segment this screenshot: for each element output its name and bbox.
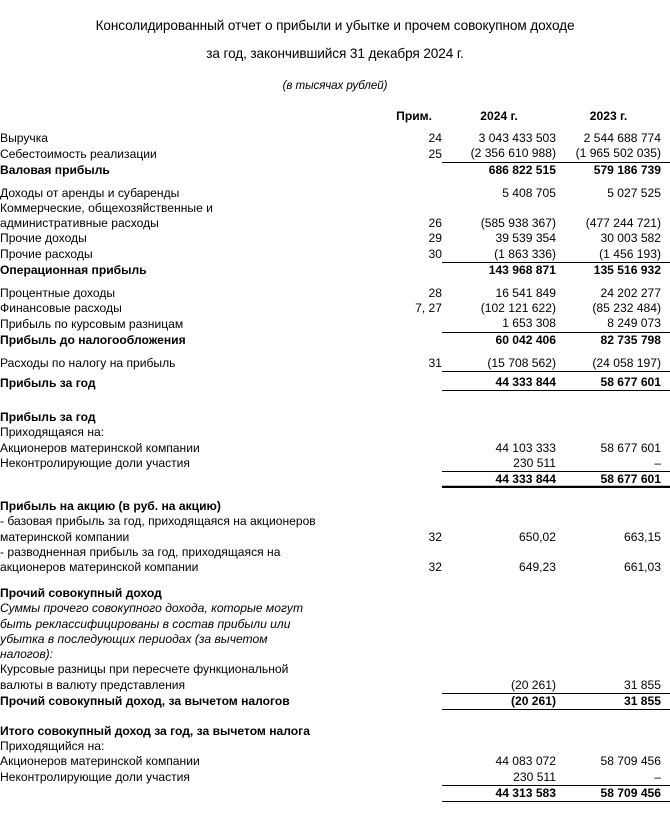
row-note-profit-for-year — [390, 375, 442, 391]
row-note-tci-total — [390, 785, 442, 801]
row-value-2023-profit-before-tax: 82 735 798 — [600, 332, 661, 347]
row-value-2023-interest-income: 24 202 277 — [600, 286, 661, 301]
row-value-2024-fx-translation-line1 — [442, 662, 556, 677]
row-label-rental-income: Доходы от аренды и субаренды — [0, 185, 180, 200]
table-row — [0, 770, 670, 786]
row-value-2023-operating-profit: 135 516 932 — [593, 262, 661, 277]
row-label-oci-note-line3: убытка в последующих периодах (за вычетом — [0, 631, 268, 646]
spacer — [0, 402, 670, 410]
table-row-total — [0, 472, 670, 488]
row-value-2023-eps-basic-line1 — [556, 514, 670, 529]
row-value-2024-sga-line1 — [442, 201, 556, 216]
row-value-2024-profit-before-tax: 60 042 406 — [495, 332, 556, 347]
row-value-2024-oci-note-line1 — [442, 601, 556, 616]
table-row — [0, 560, 670, 575]
row-label-profit-for-year: Прибыль за год — [0, 375, 96, 390]
row-note-profit-before-tax — [390, 332, 442, 348]
table-row — [0, 186, 670, 201]
spacer — [0, 178, 670, 186]
row-label-revenue: Выручка — [0, 131, 48, 146]
row-label-eps-diluted-line1: - разводненная прибыль за год, приходящаяся на — [0, 544, 281, 559]
row-label-finance-costs: Финансовые расходы — [0, 301, 122, 316]
row-note-sga-line1 — [390, 201, 442, 216]
row-value-2023-attr-parent: 58 677 601 — [600, 440, 661, 455]
spacer — [0, 391, 670, 403]
row-label-oci-note-line1: Суммы прочего совокупного дохода, которые могут — [0, 601, 304, 616]
income-statement-table — [0, 109, 670, 802]
table-row — [0, 678, 670, 694]
row-value-2023-cost-of-sales: (1 965 502 035) — [556, 146, 670, 162]
row-note-interest-income: 28 — [428, 286, 442, 301]
row-value-2023-sga-line1 — [556, 201, 670, 216]
table-row-subtotal — [0, 262, 670, 278]
table-row — [0, 441, 670, 456]
row-label-interest-income: Процентные доходы — [0, 286, 116, 301]
row-value-2024-attr-nci: 230 511 — [442, 456, 556, 472]
spacer — [0, 348, 670, 356]
table-row-subtotal — [0, 332, 670, 348]
row-value-2024-tci-parent: 44 083 072 — [495, 754, 556, 769]
table-row-note — [0, 601, 670, 616]
row-label-cost-of-sales: Себестоимость реализации — [0, 146, 157, 161]
row-label-attributable-to: Приходящаяся на: — [0, 425, 105, 440]
row-note-attr-total — [390, 472, 442, 488]
row-label-eps-basic: материнской компании — [0, 529, 130, 544]
row-value-2023-tci-total: 58 709 456 — [556, 785, 670, 801]
row-value-2024-attr-parent: 44 103 333 — [495, 440, 556, 455]
row-label-oci-net-of-tax: Прочий совокупный доход, за вычетом налогов — [0, 694, 290, 709]
row-value-2023-oci-note-line1 — [556, 601, 670, 616]
row-label-other-expenses: Прочие расходы — [0, 247, 93, 262]
row-note-tci-nci — [390, 770, 442, 786]
page-title — [22, 12, 648, 68]
row-value-2024-revenue: 3 043 433 503 — [478, 131, 556, 146]
row-label-fx-translation-line1: Курсовые разницы при пересчете функциональной — [0, 662, 289, 677]
row-note-fx-gain — [390, 316, 442, 332]
row-value-2024-oci-net-of-tax: (20 261) — [442, 693, 556, 709]
row-value-2023-profit-for-year: 58 677 601 — [556, 375, 670, 391]
row-value-2023-attr-total: 58 677 601 — [556, 472, 670, 488]
row-value-2024-attr-total: 44 333 844 — [442, 472, 556, 488]
row-note-income-tax: 31 — [428, 356, 442, 371]
section-heading-row — [0, 410, 670, 425]
row-label-tci-nci: Неконтролирующие доли участия — [0, 770, 190, 785]
row-value-2024-tci-nci: 230 511 — [442, 770, 556, 786]
table-row-note — [0, 647, 670, 662]
row-label-eps-diluted: акционеров материнской компании — [0, 560, 199, 575]
row-value-2023-eps-basic: 663,15 — [624, 529, 661, 544]
row-note-tci-header — [390, 724, 442, 739]
row-value-2024-cost-of-sales: (2 356 610 988) — [442, 146, 556, 162]
row-value-2024-sga: (585 938 367) — [480, 216, 556, 231]
row-label-fx-gain: Прибыль по курсовым разницам — [0, 316, 184, 331]
table-row — [0, 247, 670, 263]
row-label-oci-header: Прочий совокупный доход — [0, 586, 162, 601]
column-header-note: Прим. — [396, 109, 432, 123]
row-value-2024-tci-header — [442, 724, 556, 739]
row-value-2024-income-tax: (15 708 562) — [442, 356, 556, 372]
row-value-2024-interest-income: 16 541 849 — [495, 286, 556, 301]
table-row — [0, 216, 670, 231]
row-value-2024-oci-note-line3 — [442, 632, 556, 647]
row-note-eps-header — [390, 499, 442, 514]
row-note-fx-translation-line1 — [390, 662, 442, 677]
row-value-2023-attributable-to — [556, 425, 670, 440]
row-value-2024-oci-note-line4 — [442, 647, 556, 662]
row-value-2024-eps-header — [442, 499, 556, 514]
row-value-2023-finance-costs: (85 232 484) — [592, 301, 661, 316]
row-value-2023-eps-header — [556, 499, 670, 514]
row-note-oci-note-line4 — [390, 647, 442, 662]
row-value-2023-eps-diluted: 661,03 — [624, 560, 661, 575]
row-value-2024-tci-attributable — [442, 739, 556, 754]
row-note-profit-attribution-header — [390, 410, 442, 425]
row-value-2024-eps-basic-line1 — [442, 514, 556, 529]
row-value-2023-gross-profit: 579 186 739 — [593, 162, 661, 177]
spacer — [0, 575, 670, 586]
spacer — [0, 488, 670, 500]
row-note-eps-diluted-line1 — [390, 545, 442, 560]
row-value-2024-fx-translation: (20 261) — [442, 678, 556, 694]
table-row-subtotal — [0, 162, 670, 178]
row-value-2023-fx-gain: 8 249 073 — [556, 316, 670, 332]
row-note-oci-note-line1 — [390, 601, 442, 616]
row-note-attr-parent — [390, 441, 442, 456]
row-value-2023-sga: (477 244 721) — [585, 216, 661, 231]
table-row — [0, 316, 670, 332]
row-value-2024-eps-diluted: 649,23 — [519, 560, 556, 575]
row-label-attr-parent: Акционеров материнской компании — [0, 440, 200, 455]
table-row — [0, 231, 670, 246]
table-row-continuation — [0, 514, 670, 529]
row-label-profit-attribution-header: Прибыль за год — [0, 410, 96, 425]
table-row-note — [0, 632, 670, 647]
row-value-2023-oci-note-line4 — [556, 647, 670, 662]
spacer — [0, 709, 670, 721]
units-note: (в тысячах рублей) — [282, 79, 388, 92]
column-header-2023: 2023 г. — [589, 109, 628, 123]
table-row — [0, 131, 670, 146]
table-row-continuation — [0, 545, 670, 560]
row-note-rental-income — [390, 186, 442, 201]
row-note-other-expenses: 30 — [428, 247, 442, 262]
row-value-2023-oci-note-line2 — [556, 617, 670, 632]
table-row — [0, 146, 670, 162]
row-note-fx-translation — [390, 678, 442, 694]
row-value-2023-profit-attribution-header — [556, 410, 670, 425]
section-heading-row — [0, 724, 670, 739]
row-note-oci-note-line2 — [390, 617, 442, 632]
table-row — [0, 530, 670, 545]
section-heading-row — [0, 586, 670, 601]
table-row-note — [0, 617, 670, 632]
row-note-other-income: 29 — [428, 231, 442, 246]
table-row — [0, 301, 670, 316]
section-heading-row — [0, 499, 670, 514]
row-note-revenue: 24 — [428, 131, 442, 146]
row-value-2024-tci-total: 44 313 583 — [442, 785, 556, 801]
row-note-sga: 26 — [428, 216, 442, 231]
table-row-total — [0, 693, 670, 709]
column-header-2024: 2024 г. — [480, 109, 518, 123]
row-label-eps-basic-line1: - базовая прибыль за год, приходящаяся на акционеров — [0, 514, 316, 529]
row-label-operating-profit: Операционная прибыль — [0, 262, 147, 277]
row-value-2024-eps-basic: 650,02 — [519, 529, 556, 544]
row-note-tci-attributable — [390, 739, 442, 754]
row-note-eps-basic: 32 — [428, 529, 442, 544]
row-note-cost-of-sales: 25 — [428, 146, 442, 161]
row-label-attr-nci: Неконтролирующие доли участия — [0, 456, 190, 471]
row-value-2023-oci-net-of-tax: 31 855 — [556, 693, 670, 709]
row-label-other-income: Прочие доходы — [0, 231, 87, 246]
row-value-2023-fx-translation-line1 — [556, 662, 670, 677]
row-note-oci-net-of-tax — [390, 693, 442, 709]
row-label-gross-profit: Валовая прибыль — [0, 162, 110, 177]
row-value-2023-tci-parent: 58 709 456 — [600, 754, 661, 769]
table-row — [0, 456, 670, 472]
row-note-oci-note-line3 — [390, 632, 442, 647]
table-row-total — [0, 375, 670, 391]
title-block — [0, 0, 670, 92]
row-value-2023-oci-header — [556, 586, 670, 601]
row-value-2024-attributable-to — [442, 425, 556, 440]
row-value-2024-profit-attribution-header — [442, 410, 556, 425]
table-row — [0, 425, 670, 440]
row-value-2023-other-income: 30 003 582 — [600, 231, 661, 246]
row-value-2023-fx-translation: 31 855 — [556, 678, 670, 694]
table-header-row — [0, 109, 670, 126]
row-value-2024-profit-for-year: 44 333 844 — [442, 375, 556, 391]
table-row-total — [0, 785, 670, 801]
row-value-2024-finance-costs: (102 121 622) — [480, 301, 556, 316]
table-row — [0, 754, 670, 769]
row-label-sga: административные расходы — [0, 216, 159, 231]
row-label-income-tax: Расходы по налогу на прибыль — [0, 356, 176, 371]
row-value-2023-eps-diluted-line1 — [556, 545, 670, 560]
row-label-tci-total — [0, 785, 390, 801]
row-note-eps-basic-line1 — [390, 514, 442, 529]
row-note-finance-costs: 7, 27 — [415, 301, 442, 316]
row-note-eps-diluted: 32 — [428, 560, 442, 575]
page-title-line-1: Консолидированный отчет о прибыли и убытке и прочем совокупном доходе — [95, 18, 575, 33]
page-title-line-2: за год, закончившийся 31 декабря 2024 г. — [206, 46, 464, 61]
table-row-continuation — [0, 662, 670, 677]
row-note-attr-nci — [390, 456, 442, 472]
row-label-fx-translation: валюты в валюту представления — [0, 678, 186, 692]
column-header-label — [0, 109, 390, 126]
row-note-attributable-to — [390, 425, 442, 440]
table-row-continuation — [0, 201, 670, 216]
row-note-tci-parent — [390, 754, 442, 769]
row-value-2024-other-income: 39 539 354 — [495, 231, 556, 246]
row-label-sga-line1: Коммерческие, общехозяйственные и — [0, 201, 213, 216]
row-value-2024-operating-profit: 143 968 871 — [488, 262, 556, 277]
row-label-tci-parent: Акционеров материнской компании — [0, 754, 200, 769]
row-value-2023-tci-attributable — [556, 739, 670, 754]
table-row — [0, 356, 670, 372]
row-note-operating-profit — [390, 262, 442, 278]
row-value-2024-fx-gain: 1 653 308 — [442, 316, 556, 332]
spacer — [0, 278, 670, 286]
row-value-2023-revenue: 2 544 688 774 — [583, 131, 661, 146]
row-value-2023-oci-note-line3 — [556, 632, 670, 647]
row-value-2023-attr-nci: – — [556, 456, 670, 472]
table-row — [0, 739, 670, 754]
row-value-2023-income-tax: (24 058 197) — [556, 356, 670, 372]
row-label-oci-note-line2: быть реклассифицированы в состав прибыли или — [0, 616, 291, 631]
row-value-2024-gross-profit: 686 822 515 — [488, 162, 556, 177]
row-label-attr-total — [0, 472, 390, 488]
row-label-tci-header: Итого совокупный доход за год, за вычетом налога — [0, 723, 310, 738]
row-value-2023-rental-income: 5 027 525 — [607, 185, 661, 200]
row-value-2024-oci-note-line2 — [442, 617, 556, 632]
row-value-2024-other-expenses: (1 863 336) — [442, 247, 556, 263]
table-row — [0, 286, 670, 301]
row-value-2023-other-expenses: (1 456 193) — [556, 247, 670, 263]
row-label-profit-before-tax: Прибыль до налогообложения — [0, 332, 186, 347]
row-label-tci-attributable: Приходящийся на: — [0, 739, 105, 754]
row-note-oci-header — [390, 586, 442, 601]
row-value-2023-tci-header — [556, 724, 670, 739]
row-note-gross-profit — [390, 162, 442, 178]
row-value-2024-rental-income: 5 408 705 — [502, 185, 556, 200]
row-label-oci-note-line4: налогов): — [0, 647, 54, 662]
row-value-2024-oci-header — [442, 586, 556, 601]
row-value-2024-eps-diluted-line1 — [442, 545, 556, 560]
row-label-eps-header: Прибыль на акцию (в руб. на акцию) — [0, 499, 221, 514]
row-value-2023-tci-nci: – — [556, 770, 670, 786]
